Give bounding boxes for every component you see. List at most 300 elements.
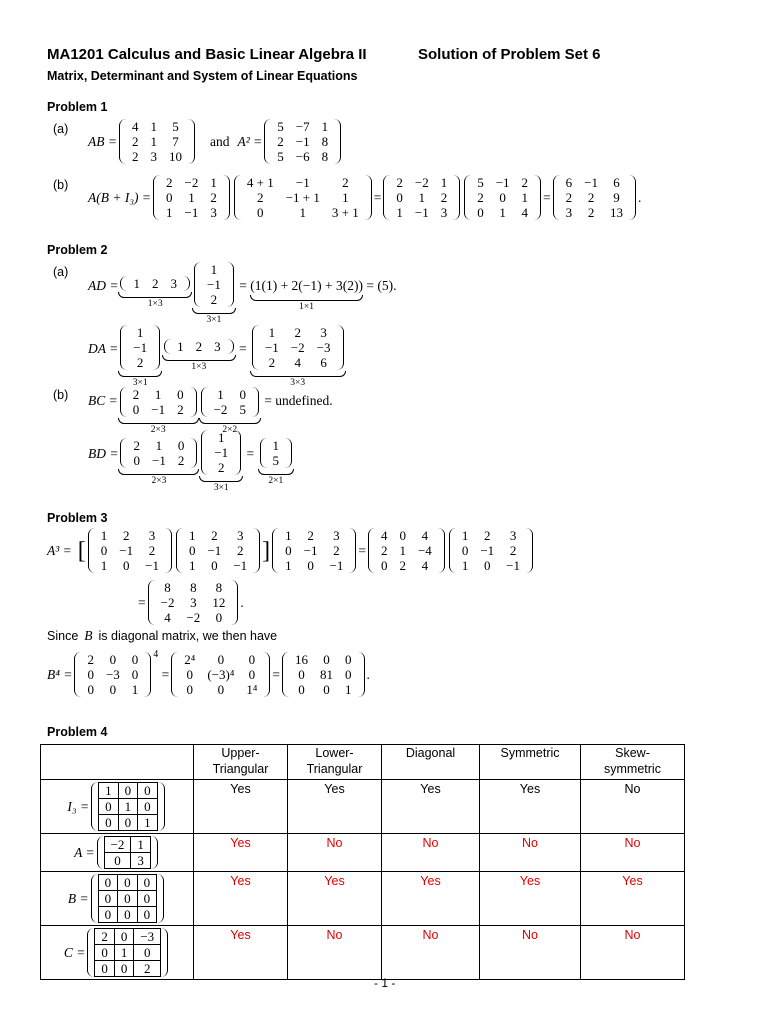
- b-symbol: B: [84, 628, 93, 643]
- bracket-left: [91, 874, 98, 923]
- matrix-entry: 1: [521, 190, 529, 205]
- table-row: [41, 834, 685, 872]
- answer-cell: Yes: [288, 872, 382, 926]
- matrix-entry: 0: [399, 528, 406, 543]
- matrix-entry: 3: [320, 325, 327, 340]
- matrix-entry: 12: [212, 595, 226, 610]
- matrix-entry: 2: [148, 543, 156, 558]
- matrix-a-squared: [368, 528, 445, 573]
- course-title: MA1201 Calculus and Basic Linear Algebra II: [47, 46, 367, 63]
- bracket-right: [227, 339, 234, 354]
- matrix-entry: 0: [323, 682, 330, 697]
- power-4: 4: [153, 649, 159, 660]
- bracket-left: [449, 528, 456, 573]
- bracket-left: [260, 438, 267, 468]
- p1b-equation: A(B + I₃) = 2 −2 1 0 1 2 1 −1 3 4 + 1 −1 2 2 −1 + 1 1 0 1 3 + 1 = 2 −2 1 0 1 2 1 −1 3 5 −1 2 2 0 1 0 1 4 = 6 −1 6 2 2 9 3 2 13 .: [88, 175, 642, 220]
- subtitle: Matrix, Determinant and System of Linear Equations: [47, 69, 358, 83]
- table-corner-cell: [41, 745, 194, 780]
- matrix-entry: 2: [277, 134, 284, 149]
- dim-label: 2×1: [268, 476, 284, 486]
- matrix-entry: 2: [218, 460, 225, 475]
- matrix-entry: 0: [100, 543, 108, 558]
- matrix-b: [120, 387, 197, 417]
- matrix-entry: 2: [87, 652, 94, 667]
- bracket-left: [74, 652, 81, 697]
- matrix-entry: 2: [307, 528, 314, 543]
- matrix-entry: 3: [509, 528, 517, 543]
- p3-a3: A³ = [ 1 2 3 0 −1 2 1 0 −1 1 2 3 0 −1 2 1 0 −1 ] 1 2 3 0 −1 2 1 0 −1 = 4 0 4 2 1 −4 0 2 4 1 2 3 0 −1 2 1 0 −1: [47, 528, 535, 573]
- table-row: [41, 926, 685, 980]
- matrix-entry: 0: [177, 387, 184, 402]
- matrix-entry: 0: [118, 875, 138, 891]
- table-row: [41, 780, 685, 834]
- answer-cell: No: [382, 926, 480, 980]
- bracket-right: [365, 175, 372, 220]
- bracket-right: [337, 325, 344, 370]
- bracket-left: [91, 782, 98, 831]
- matrix-entry: 1: [131, 837, 151, 853]
- dim-label: 3×3: [290, 378, 306, 388]
- matrix-entry: 2: [257, 190, 264, 205]
- matrix-entry: 2: [136, 355, 144, 370]
- matrix-a: [88, 528, 172, 573]
- p2a-da: DA = 1 −1 2 3×1 1 2 3 1×3 = 1 2 3 −1 −2 −3 2 4 6 3×3: [88, 325, 346, 388]
- matrix-entry: 5: [172, 119, 179, 134]
- matrix-entry: 1: [100, 528, 108, 543]
- matrix-entry: 2: [587, 205, 595, 220]
- matrix-entry: 1: [440, 175, 448, 190]
- column-vector-d: [201, 430, 241, 475]
- dim-label: 3×1: [132, 378, 148, 388]
- column-vector-d: [120, 325, 160, 370]
- matrix-entry: 0: [109, 652, 117, 667]
- matrix-entry: −1: [584, 175, 599, 190]
- answer-cell: Yes: [194, 780, 288, 834]
- matrix-entry: 1: [210, 175, 217, 190]
- matrix-entry: 0: [98, 875, 118, 891]
- bracket-left: [553, 175, 560, 220]
- matrix-entry: 2: [333, 543, 340, 558]
- matrix-entry: 1: [118, 799, 138, 815]
- matrix-entry: 0: [323, 652, 330, 667]
- matrix-entry: 9: [613, 190, 620, 205]
- matrix-entry: 2: [195, 339, 203, 354]
- matrix-entry: 0: [122, 558, 130, 573]
- answer-cell: No: [581, 834, 685, 872]
- matrix-entry: 1: [418, 190, 426, 205]
- matrix-label: A =: [74, 844, 95, 860]
- bracket-right: [334, 119, 341, 164]
- matrix-entry: 0: [499, 190, 506, 205]
- bracket-right: [227, 262, 234, 307]
- matrix-entry: 0: [211, 558, 218, 573]
- p2b-bd: BD = 2 1 0 0 −1 2 2×3 1 −1 2 3×1 = 1 5 2×1: [88, 430, 294, 493]
- bracket-right: [263, 652, 270, 697]
- answer-cell: Yes: [194, 834, 288, 872]
- matrix-entry: 0: [95, 961, 115, 977]
- bracket-right: [453, 175, 460, 220]
- matrix-entry: 2: [342, 175, 349, 190]
- matrix-entry: 1: [155, 438, 163, 453]
- matrix-b: [120, 438, 197, 468]
- p2b-bc: [88, 387, 333, 435]
- bracket-left: [464, 175, 471, 220]
- matrix-result-1b: [553, 175, 636, 220]
- matrix-entry: 1: [285, 558, 292, 573]
- matrix-entry: 0: [298, 682, 305, 697]
- matrix-entry: 3 + 1: [331, 205, 359, 220]
- matrix-a-cubed: [148, 580, 239, 625]
- matrix-entry: −1: [295, 175, 310, 190]
- matrix-entry: 0: [380, 558, 388, 573]
- matrix-entry: 1: [396, 205, 403, 220]
- bracket-left: [252, 325, 259, 370]
- bracket-right: [253, 528, 260, 573]
- matrix-entry: 1⁴: [246, 682, 258, 697]
- dim-label: 1×3: [191, 362, 207, 372]
- bracket-left: [119, 119, 126, 164]
- matrix-entry: −2: [213, 402, 228, 417]
- matrix-entry: 2: [133, 438, 140, 453]
- matrix-entry: 3: [565, 205, 573, 220]
- matrix-entry: −2: [104, 837, 131, 853]
- matrix-entry: 8: [190, 580, 197, 595]
- bracket-right: [190, 438, 197, 468]
- bracket-left: [97, 836, 104, 869]
- bracket-left: [264, 119, 271, 164]
- matrix-entry: 1: [268, 325, 276, 340]
- matrix-bd: [260, 438, 293, 468]
- matrix-entry: −2: [160, 595, 175, 610]
- bd-lhs: BD =: [88, 446, 119, 461]
- matrix-entry: 0: [137, 875, 157, 891]
- ad-result: = (5).: [366, 278, 397, 293]
- matrix-a-2: [383, 175, 460, 220]
- matrix-b-plus-i-expr: [234, 175, 372, 220]
- matrix-entry: 2: [399, 558, 406, 573]
- matrix-entry: −1: [295, 134, 310, 149]
- col-upper-triangular: Upper- Triangular: [194, 745, 288, 780]
- matrix-entry: 0: [118, 815, 138, 831]
- matrix-entry: 1: [131, 682, 139, 697]
- bracket-left: [120, 438, 127, 468]
- bracket-left: [120, 276, 127, 291]
- bracket-left: [201, 430, 208, 475]
- b4-lhs: B⁴ =: [47, 666, 73, 682]
- matrix-entry: 3: [170, 276, 177, 291]
- matrix-entry: 1: [272, 438, 280, 453]
- bracket-right: [151, 836, 158, 869]
- matrix-entry: 0: [131, 652, 139, 667]
- matrix-entry: 16: [295, 652, 309, 667]
- matrix-entry: −6: [295, 149, 310, 164]
- matrix-entry: 2: [211, 528, 218, 543]
- bracket-left: [194, 262, 201, 307]
- matrix-entry: 10: [168, 149, 182, 164]
- matrix-entry: 4: [131, 119, 139, 134]
- matrix-entry: 2: [380, 543, 388, 558]
- matrix-entry: 6: [565, 175, 573, 190]
- matrix-da: [252, 325, 344, 370]
- dim-label: 2×3: [150, 425, 166, 435]
- matrix-entry: 0: [248, 652, 256, 667]
- matrix-entry: 1: [285, 528, 292, 543]
- answer-cell: No: [581, 780, 685, 834]
- answer-cell: No: [288, 834, 382, 872]
- matrix-b4: [282, 652, 365, 697]
- matrix-entry: 1: [133, 276, 140, 291]
- bracket-left: [383, 175, 390, 220]
- matrix-entry: 0: [131, 667, 139, 682]
- matrix-entry: 1: [100, 558, 108, 573]
- classification-table: [40, 744, 685, 980]
- matrix-ab: [119, 119, 195, 164]
- dim-label: 3×1: [206, 315, 222, 325]
- matrix-entry: −1: [151, 402, 166, 417]
- matrix-entry: 6: [613, 175, 620, 190]
- bracket-right: [358, 652, 365, 697]
- matrix-label: B =: [67, 890, 89, 906]
- matrix-entry: −3: [316, 340, 331, 355]
- matrix-entry: 3: [333, 528, 340, 543]
- matrix-entry: −3: [134, 929, 161, 945]
- matrix-entry: 4: [421, 558, 429, 573]
- matrix-entry: −1: [480, 543, 495, 558]
- bracket-left: [171, 652, 178, 697]
- matrix-entry: 0: [257, 205, 264, 220]
- matrix-entry: 2: [131, 134, 139, 149]
- matrix-entry: 0: [345, 652, 352, 667]
- matrix-entry: 4: [380, 528, 388, 543]
- matrix-entry: −1: [233, 558, 248, 573]
- answer-cell: Yes: [480, 872, 581, 926]
- matrix-entry: 0: [298, 667, 305, 682]
- matrix-entry: −1: [133, 340, 148, 355]
- matrix-entry: 2: [565, 190, 573, 205]
- bracket-right: [534, 175, 541, 220]
- matrix-entry: 0: [215, 610, 223, 625]
- matrix-entry: 1: [321, 119, 329, 134]
- matrix-entry: 0: [114, 929, 134, 945]
- answer-cell: No: [288, 926, 382, 980]
- problem-3-title: Problem 3: [47, 511, 108, 525]
- bracket-left: [87, 928, 94, 977]
- answer-cell: Yes: [382, 872, 480, 926]
- matrix-entry: 0: [188, 543, 196, 558]
- matrix-entry: 0: [217, 652, 225, 667]
- matrix-entry: 2: [521, 175, 529, 190]
- matrix-entry: 0: [483, 558, 491, 573]
- matrix-entry: −1: [264, 340, 279, 355]
- matrix-cell: [41, 780, 194, 834]
- bracket-left: [88, 528, 95, 573]
- matrix-entry: 4: [294, 355, 301, 370]
- bracket-left: [201, 387, 208, 417]
- matrix-a: [449, 528, 533, 573]
- matrix-entry: −2: [414, 175, 429, 190]
- matrix-entry: (−3)⁴: [207, 667, 235, 682]
- problem-1-title: Problem 1: [47, 100, 108, 114]
- matrix-entry: 2: [166, 175, 173, 190]
- column-vector-d: [194, 262, 234, 307]
- matrix-entry: 2: [95, 929, 115, 945]
- matrix-entry: 2: [210, 292, 218, 307]
- p1-part-a: (a): [53, 122, 69, 136]
- matrix-entry: 1: [154, 387, 162, 402]
- matrix-entry: −1 + 1: [285, 190, 320, 205]
- bracket-left: [368, 528, 375, 573]
- bc-lhs: BC =: [88, 393, 118, 408]
- bracket-right: [153, 325, 160, 370]
- matrix-entry: −3: [105, 667, 120, 682]
- bracket-left: [164, 339, 171, 354]
- matrix-entry: 1: [210, 262, 218, 277]
- matrix-entry: 2: [177, 453, 185, 468]
- matrix-entry: 3: [210, 205, 217, 220]
- matrix-entry: 8: [215, 580, 223, 595]
- bracket-left: [148, 580, 155, 625]
- answer-cell: No: [480, 926, 581, 980]
- matrix-a: [153, 175, 230, 220]
- a3-lhs: A³ =: [47, 542, 72, 558]
- matrix-entry: 8: [321, 149, 329, 164]
- col-diagonal: Diagonal: [382, 745, 480, 780]
- matrix-entry: 0: [186, 667, 194, 682]
- matrix-entry: −2: [184, 175, 199, 190]
- matrix-entry: 2: [132, 387, 140, 402]
- matrix-entry: −2: [290, 340, 305, 355]
- matrix-entry: 2: [396, 175, 403, 190]
- matrix-entry: −1: [184, 205, 199, 220]
- matrix-entry: 0: [177, 438, 185, 453]
- matrix-entry: 2: [210, 190, 217, 205]
- answer-cell: Yes: [288, 780, 382, 834]
- matrix-entry: 0: [104, 853, 131, 869]
- col-skew-symmetric: Skew- symmetric: [581, 745, 685, 780]
- bracket-right: [161, 928, 168, 977]
- matrix-entry: 0: [133, 453, 140, 468]
- answer-cell: No: [480, 834, 581, 872]
- matrix-entry: 0: [137, 907, 157, 923]
- matrix-entry: 0: [138, 799, 158, 815]
- matrix-entry: 6: [320, 355, 327, 370]
- table-header-row: [41, 745, 685, 780]
- matrix-entry: 1: [188, 190, 195, 205]
- matrix-entry: 2: [294, 325, 301, 340]
- bracket-right: [144, 652, 151, 697]
- row-vector-a: [120, 276, 190, 291]
- matrix-entry: 1: [218, 430, 225, 445]
- matrix-entry: 2: [151, 276, 159, 291]
- matrix-entry: 7: [172, 134, 179, 149]
- matrix-entry: 0: [109, 682, 117, 697]
- p2a-ad: AD = 1 2 3 1×3 1 −1 2 3×1 = (1(1) + 2(−1) + 3(2)) 1×1 = (5).: [88, 262, 397, 325]
- ad-lhs: AD =: [88, 278, 119, 293]
- matrix-entry: −1: [495, 175, 510, 190]
- col-lower-triangular: Lower- Triangular: [288, 745, 382, 780]
- matrix-entry: −1: [414, 205, 429, 220]
- matrix-entry: 5: [272, 453, 280, 468]
- matrix-entry: 2: [268, 355, 276, 370]
- matrix-entry: 1: [217, 387, 224, 402]
- matrix-cell: [41, 926, 194, 980]
- matrix-entry: 4 + 1: [246, 175, 274, 190]
- matrix-entry: 1: [177, 339, 184, 354]
- matrix-entry: 0: [118, 783, 138, 799]
- bracket-right: [223, 175, 230, 220]
- answer-cell: Yes: [194, 926, 288, 980]
- bracket-right: [231, 580, 238, 625]
- bracket-right: [285, 438, 292, 468]
- matrix-entry: 0: [137, 891, 157, 907]
- bracket-right: [157, 874, 164, 923]
- dim-label: 1×3: [147, 299, 163, 309]
- problem-2-title: Problem 2: [47, 243, 108, 257]
- matrix-entry: 0: [239, 387, 246, 402]
- matrix-entry: 5: [277, 149, 284, 164]
- bracket-left: [234, 175, 241, 220]
- p3-since-line: [47, 628, 277, 644]
- matrix-entry: 1: [99, 783, 119, 799]
- matrix-entry: 5: [239, 402, 246, 417]
- matrix-entry: 0: [396, 190, 403, 205]
- matrix-entry: −1: [303, 543, 318, 558]
- matrix-entry: 0: [248, 667, 256, 682]
- matrix-entry: 1: [150, 134, 157, 149]
- matrix-entry: 0: [87, 667, 94, 682]
- matrix-a2: [264, 119, 341, 164]
- matrix-b4-expr: [171, 652, 270, 697]
- matrix-entry: 2: [122, 528, 130, 543]
- answer-cell: Yes: [581, 872, 685, 926]
- dim-label: 3×1: [213, 483, 229, 493]
- answer-cell: No: [382, 834, 480, 872]
- a2-lhs: A² =: [237, 133, 263, 149]
- bracket-right: [438, 528, 445, 573]
- document-title: Solution of Problem Set 6: [418, 46, 601, 63]
- bracket-right: [190, 387, 197, 417]
- matrix-entry: 3: [150, 149, 157, 164]
- matrix-entry: 3: [190, 595, 197, 610]
- dim-label: 2×3: [151, 476, 167, 486]
- matrix-entry: 1: [299, 205, 307, 220]
- matrix-entry: 0: [186, 682, 194, 697]
- bracket-left: [120, 387, 127, 417]
- matrix-entry: 3: [131, 853, 151, 869]
- matrix-b-plus-i: [464, 175, 541, 220]
- matrix: [97, 836, 158, 869]
- bracket-right: [165, 528, 172, 573]
- matrix-c: [201, 387, 259, 417]
- matrix-entry: 8: [164, 580, 171, 595]
- col-symmetric: Symmetric: [480, 745, 581, 780]
- bracket-right: [183, 276, 190, 291]
- b-lhs: A(B + I₃) =: [88, 189, 152, 205]
- matrix-entry: 3: [440, 205, 448, 220]
- matrix-entry: 2: [483, 528, 491, 543]
- matrix-entry: 0: [345, 667, 352, 682]
- matrix-entry: 1: [345, 682, 352, 697]
- bracket-left: [120, 325, 127, 370]
- matrix-entry: 0: [285, 543, 292, 558]
- matrix: [91, 874, 165, 923]
- matrix-entry: 0: [477, 205, 484, 220]
- matrix-entry: 13: [610, 205, 624, 220]
- matrix-entry: 0: [87, 682, 94, 697]
- matrix-entry: 4: [521, 205, 529, 220]
- bracket-right: [629, 175, 636, 220]
- p2-part-b: (b): [53, 388, 69, 402]
